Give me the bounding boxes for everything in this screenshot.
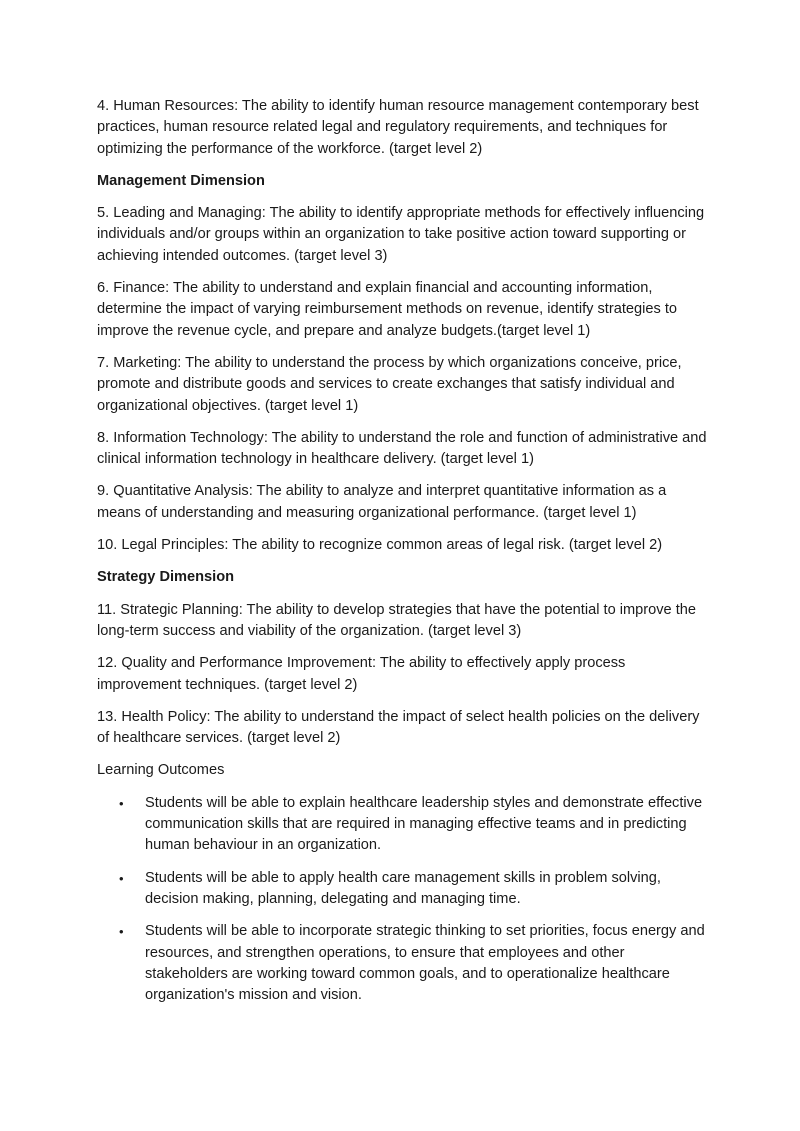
list-item	[97, 868, 707, 911]
list-item-text: Students will be able to incorporate strategic thinking to set priorities, focus energy and resources, and strengthen operations, to ensure that employees and other stakeholders are working toward common goals, and to operationalize healthcare organization's mission and vision.	[145, 923, 705, 1004]
competency-strategic-planning: 11. Strategic Planning: The ability to develop strategies that have the potential to improve the long-term success and viability of the organization. (target level 3)	[97, 601, 696, 639]
competency-health-policy: 13. Health Policy: The ability to understand the impact of select health policies on the delivery of healthcare services. (target level 2)	[97, 708, 700, 747]
competency-marketing: 7. Marketing: The ability to understand the process by which organizations conceive, price, promote and distribute goods and services to create exchanges that satisfy individual and organizational objectives. (target level 1)	[97, 354, 682, 414]
bullet-icon: •	[119, 795, 124, 811]
list-item-text: Students will be able to apply health care management skills in problem solving, decision making, planning, delegating and managing time.	[145, 869, 661, 907]
learning-outcomes-list	[97, 793, 707, 1007]
bullet-icon: •	[119, 924, 124, 940]
list-item-text: Students will be able to explain healthcare leadership styles and demonstrate effective communication skills that are required in managing effective teams and in predicting human behaviour in an organization.	[145, 794, 703, 854]
competency-quality-improvement: 12. Quality and Performance Improvement: The ability to effectively apply process improvement techniques. (target level 2)	[97, 655, 626, 693]
list-item	[97, 921, 707, 1006]
competency-quantitative-analysis: 9. Quantitative Analysis: The ability to analyze and interpret quantitative information as a means of understanding and measuring organizational performance. (target level 1)	[97, 483, 667, 521]
competency-leading-managing: 5. Leading and Managing: The ability to identify appropriate methods for effectively influencing individuals and/or groups within an organization to take positive action toward supporting or achieving intended outcomes. (target level 3)	[97, 205, 705, 264]
document-body	[97, 96, 707, 1017]
section-heading-strategy: Strategy Dimension	[97, 569, 235, 586]
list-item	[97, 793, 707, 857]
competency-human-resources: 4. Human Resources: The ability to identify human resource management contemporary best practices, human resource related legal and regulatory requirements, and techniques for optimizing the performance of the workforce. (target level 2)	[97, 98, 699, 157]
learning-outcomes-title: Learning Outcomes	[97, 762, 225, 779]
competency-finance: 6. Finance: The ability to understand and explain financial and accounting information, determine the impact of varying reimbursement methods on revenue, identify strategies to improve the revenue cycle, and prepare and analyze budgets.(target level 1)	[97, 280, 677, 339]
bullet-icon: •	[119, 870, 124, 886]
section-heading-management: Management Dimension	[97, 172, 265, 189]
competency-legal-principles: 10. Legal Principles: The ability to recognize common areas of legal risk. (target level 2)	[97, 537, 663, 554]
competency-information-technology: 8. Information Technology: The ability to understand the role and function of administrative and clinical information technology in healthcare delivery. (target level 1)	[97, 429, 707, 468]
